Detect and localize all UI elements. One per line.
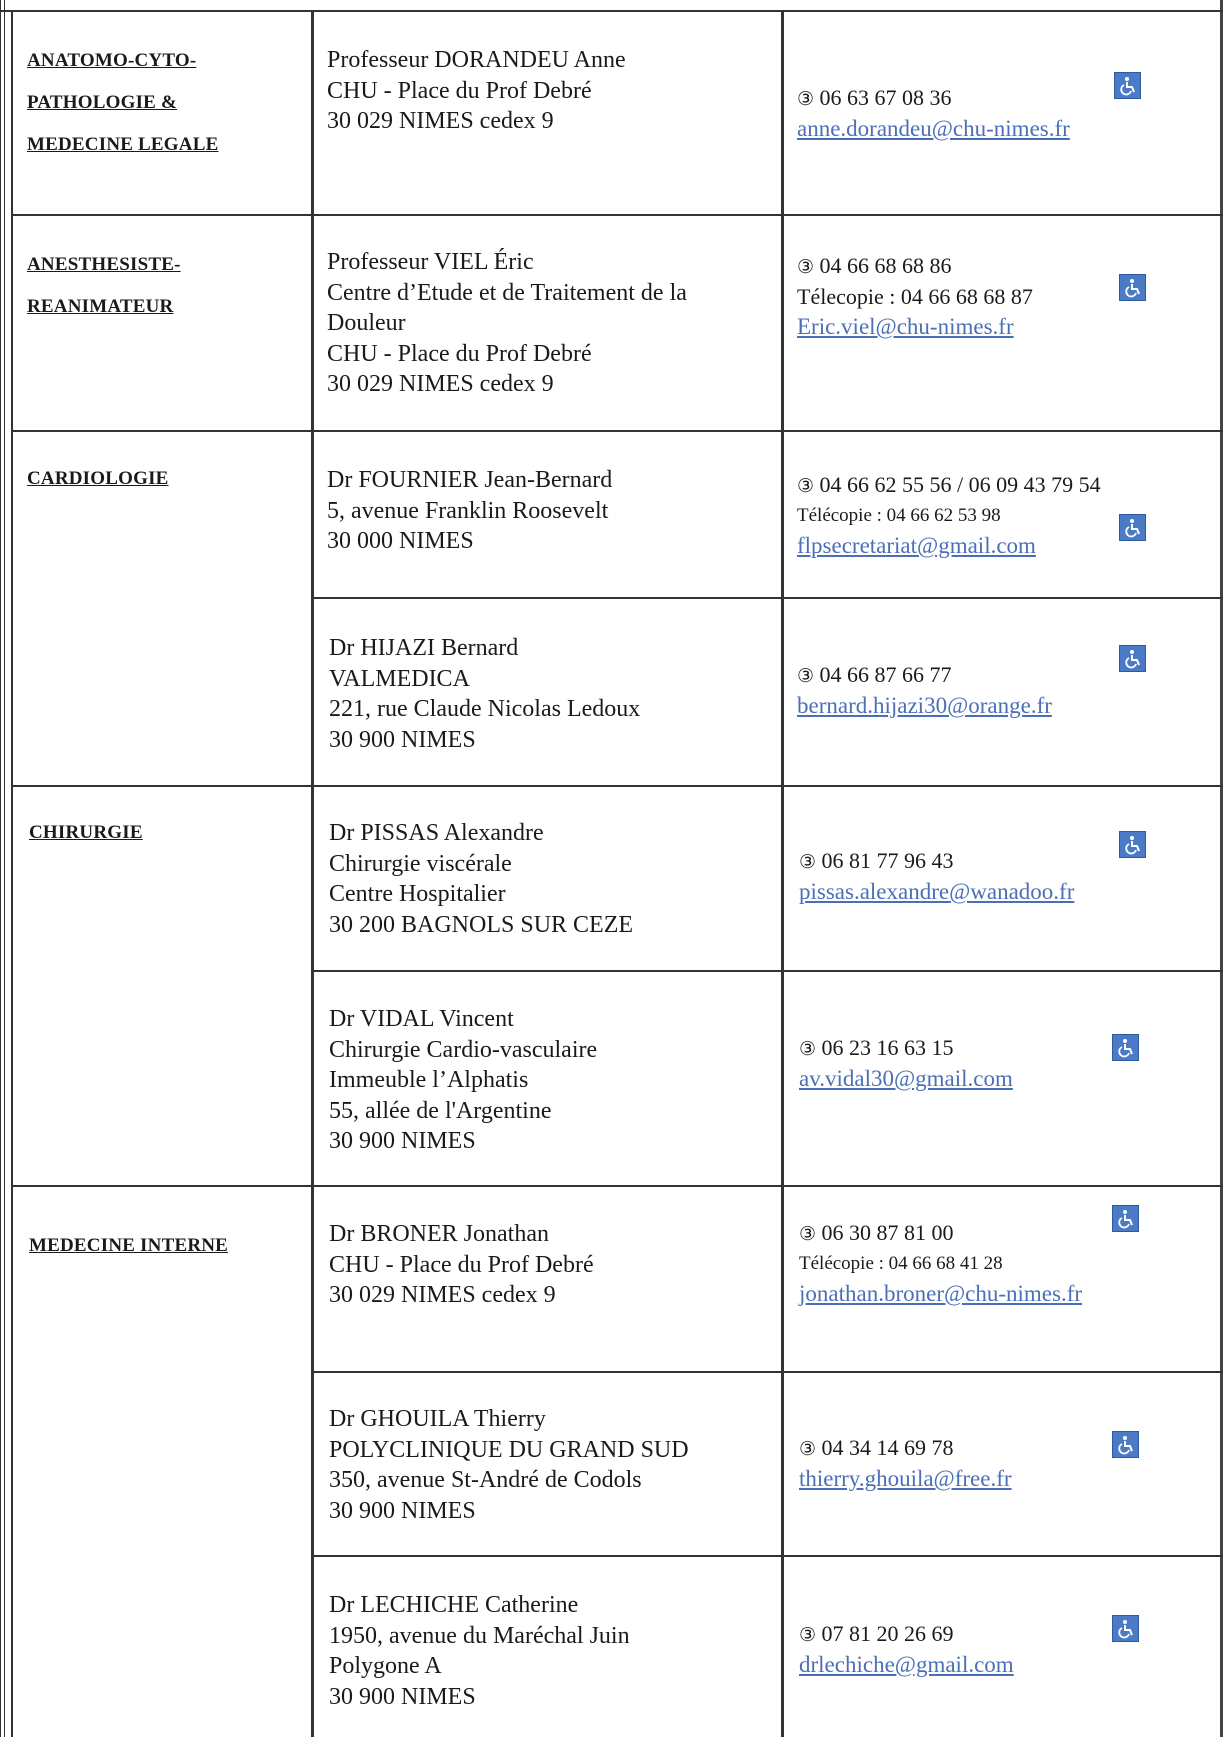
row-separator — [11, 214, 1223, 216]
address-line: CHU - Place du Prof Debré — [327, 77, 592, 104]
row-separator — [311, 1555, 1223, 1557]
row-separator — [311, 1371, 1223, 1373]
doctor-contact — [799, 1218, 1199, 1309]
address-line: Centre d’Etude et de Traitement de la — [327, 279, 687, 306]
address-line: 30 900 NIMES — [329, 1497, 476, 1524]
address-line: 30 029 NIMES cedex 9 — [329, 1282, 556, 1308]
row-separator — [311, 597, 1223, 599]
phone-icon: ③ — [797, 665, 815, 687]
doctor-address — [329, 1590, 769, 1712]
phone-number: 06 63 67 08 36 — [819, 85, 952, 110]
address-line: 30 029 NIMES cedex 9 — [327, 371, 554, 397]
address-line: Chirurgie Cardio-vasculaire — [329, 1036, 598, 1063]
email-link[interactable]: jonathan.broner@chu-nimes.fr — [799, 1281, 1083, 1306]
specialty-label — [27, 244, 297, 328]
wheelchair-accessible-icon — [1112, 1034, 1139, 1061]
address-line: Professeur VIEL Éric — [327, 249, 534, 275]
email-link[interactable]: drlechiche@gmail.com — [799, 1652, 1014, 1677]
address-line: Dr VIDAL Vincent — [329, 1006, 514, 1032]
specialty-line: ANESTHESISTE- — [27, 254, 181, 275]
email-link[interactable]: flpsecretariat@gmail.com — [797, 533, 1036, 558]
address-line: 30 029 NIMES cedex 9 — [327, 108, 554, 134]
address-line: 55, allée de l'Argentine — [329, 1097, 552, 1124]
specialty-line: PATHOLOGIE & — [27, 92, 178, 113]
address-line: CHU - Place du Prof Debré — [329, 1251, 594, 1278]
wheelchair-accessible-icon — [1119, 514, 1146, 541]
address-line: 30 900 NIMES — [329, 726, 476, 753]
address-line: Polygone A — [329, 1653, 442, 1679]
phone-icon: ③ — [799, 1438, 817, 1460]
table-top-rule — [0, 10, 1223, 12]
address-line: 30 200 BAGNOLS SUR CEZE — [329, 911, 634, 938]
column-separator — [311, 10, 314, 1737]
address-line: Dr LECHICHE Catherine — [329, 1592, 579, 1618]
wheelchair-accessible-icon — [1112, 1615, 1139, 1642]
email-link[interactable]: pissas.alexandre@wanadoo.fr — [799, 879, 1075, 904]
row-separator — [11, 785, 1223, 787]
doctor-address — [329, 633, 769, 755]
specialty-line: CARDIOLOGIE — [27, 468, 169, 489]
phone-icon: ③ — [799, 1223, 817, 1245]
wheelchair-accessible-icon — [1119, 831, 1146, 858]
phone-icon: ③ — [799, 1038, 817, 1060]
phone-icon: ③ — [797, 256, 815, 278]
table-outer-left-border — [0, 0, 5, 1737]
phone-number: 06 23 16 63 15 — [821, 1035, 954, 1060]
address-line: 30 000 NIMES — [327, 528, 474, 554]
doctor-address — [327, 465, 767, 557]
address-line: Douleur — [327, 310, 406, 336]
address-line: Centre Hospitalier — [329, 881, 506, 907]
phone-number: 04 34 14 69 78 — [821, 1435, 954, 1460]
phone-icon: ③ — [799, 851, 817, 873]
phone-icon: ③ — [799, 1624, 817, 1646]
wheelchair-accessible-icon — [1112, 1205, 1139, 1232]
row-separator — [311, 970, 1223, 972]
phone-number: 06 81 77 96 43 — [821, 848, 954, 873]
specialty-label — [27, 40, 297, 166]
email-link[interactable]: thierry.ghouila@free.fr — [799, 1466, 1012, 1491]
doctor-address — [329, 1219, 769, 1311]
address-line: Chirurgie viscérale — [329, 850, 512, 877]
specialty-label — [27, 458, 297, 500]
phone-number: 07 81 20 26 69 — [821, 1621, 954, 1646]
phone-number: 04 66 87 66 77 — [819, 662, 952, 687]
doctor-address — [329, 1404, 769, 1526]
specialty-line: MEDECINE INTERNE — [29, 1235, 229, 1256]
address-line: Dr PISSAS Alexandre — [329, 820, 544, 846]
address-line: POLYCLINIQUE DU GRAND SUD — [329, 1436, 689, 1463]
address-line: Dr HIJAZI Bernard — [329, 635, 519, 661]
fax-number: Télécopie : 04 66 68 41 28 — [799, 1253, 1003, 1274]
wheelchair-accessible-icon — [1114, 72, 1141, 99]
specialty-line: CHIRURGIE — [29, 822, 143, 843]
address-line: 350, avenue St-André de Codols — [329, 1467, 642, 1493]
address-line: Immeuble l’Alphatis — [329, 1067, 529, 1093]
email-link[interactable]: Eric.viel@chu-nimes.fr — [797, 314, 1014, 339]
address-line: Dr BRONER Jonathan — [329, 1221, 549, 1247]
address-line: 30 900 NIMES — [329, 1683, 476, 1710]
address-line: Dr FOURNIER Jean-Bernard — [327, 467, 613, 493]
address-line: 30 900 NIMES — [329, 1128, 476, 1154]
doctor-address — [327, 45, 767, 137]
column-separator — [781, 10, 784, 1737]
doctor-address — [327, 247, 767, 400]
phone-number: 06 30 87 81 00 — [821, 1220, 954, 1245]
email-link[interactable]: anne.dorandeu@chu-nimes.fr — [797, 116, 1070, 141]
address-line: 221, rue Claude Nicolas Ledoux — [329, 696, 641, 722]
doctor-address — [329, 1004, 769, 1157]
phone-number: 04 66 62 55 56 / 06 09 43 79 54 — [819, 472, 1101, 497]
specialty-line: REANIMATEUR — [27, 296, 174, 317]
specialty-label — [29, 1225, 299, 1267]
email-link[interactable]: bernard.hijazi30@orange.fr — [797, 693, 1052, 718]
wheelchair-accessible-icon — [1112, 1431, 1139, 1458]
specialty-label — [29, 812, 299, 854]
phone-icon: ③ — [797, 475, 815, 497]
address-line: Professeur DORANDEU Anne — [327, 47, 626, 73]
address-line: Dr GHOUILA Thierry — [329, 1406, 546, 1432]
doctor-address — [329, 818, 769, 940]
fax-number: Télécopie : 04 66 62 53 98 — [797, 505, 1001, 526]
phone-number: 04 66 68 68 86 — [819, 253, 952, 278]
specialty-line: MEDECINE LEGALE — [27, 134, 219, 155]
fax-number: Télecopie : 04 66 68 68 87 — [797, 284, 1033, 309]
address-line: 5, avenue Franklin Roosevelt — [327, 497, 609, 524]
address-line: CHU - Place du Prof Debré — [327, 340, 592, 367]
wheelchair-accessible-icon — [1119, 274, 1146, 301]
row-separator — [11, 430, 1223, 432]
wheelchair-accessible-icon — [1119, 645, 1146, 672]
address-line: 1950, avenue du Maréchal Juin — [329, 1622, 630, 1649]
phone-icon: ③ — [797, 88, 815, 110]
address-line: VALMEDICA — [329, 665, 470, 692]
row-separator — [11, 1185, 1223, 1187]
column-separator — [11, 10, 13, 1737]
email-link[interactable]: av.vidal30@gmail.com — [799, 1066, 1013, 1091]
specialty-line: ANATOMO-CYTO- — [27, 50, 197, 71]
